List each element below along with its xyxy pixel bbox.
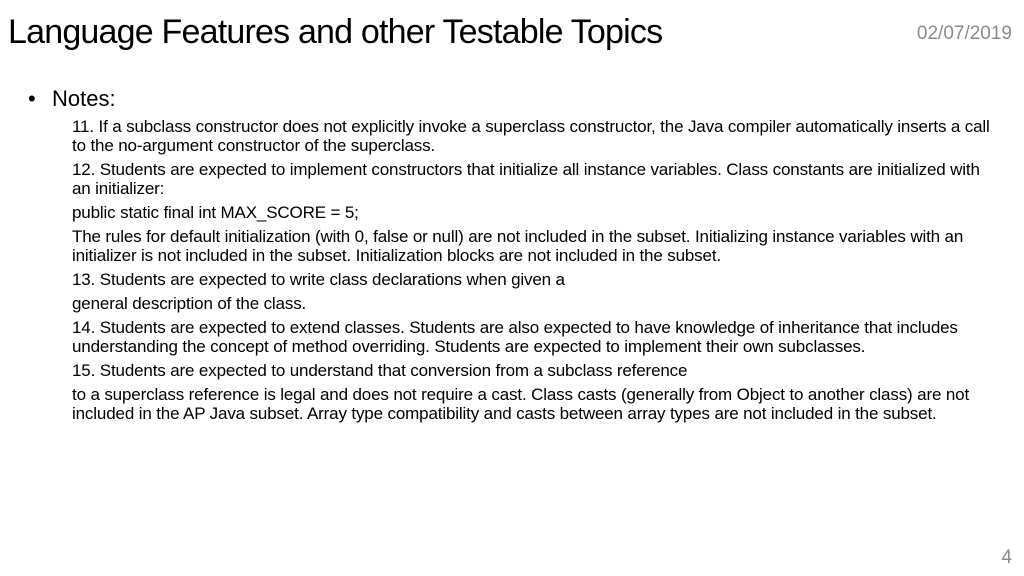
bullet-icon: • (28, 86, 36, 111)
notes-list (72, 117, 992, 428)
note-item: 15. Students are expected to understand that conversion from a subclass reference (72, 361, 688, 380)
note-item: 11. If a subclass constructor does not explicitly invoke a superclass constructor, the Java compiler automatically inserts a call to the no-argument constructor of the superclass. (72, 117, 990, 155)
note-item: 12. Students are expected to implement constructors that initialize all instance variables. Class constants are initialized with an initializer: (72, 160, 980, 198)
page-number: 4 (1001, 547, 1012, 568)
note-item: general description of the class. (72, 294, 307, 313)
note-item: 13. Students are expected to write class declarations when given a (72, 270, 565, 289)
note-item: The rules for default initialization (with 0, false or null) are not included in the subset. Initializing instance variables with an initializer is not included in the subset. Initialization blocks are not included in the subset. (72, 227, 964, 265)
slide-date: 02/07/2019 (916, 23, 1012, 44)
note-item: to a superclass reference is legal and does not require a cast. Class casts (generally from Object to another class) are not included in the AP Java subset. Array type compatibility and casts between array types are not included in the subset. (72, 385, 970, 423)
note-item: 14. Students are expected to extend classes. Students are also expected to have knowledge of inheritance that includes understanding the concept of method overriding. Students are expected to implement their own subclasses. (72, 318, 958, 356)
notes-bullet (28, 85, 116, 113)
note-item: public static final int MAX_SCORE = 5; (72, 203, 359, 222)
slide-title: Language Features and other Testable Topics (8, 13, 663, 51)
notes-heading: Notes: (52, 86, 116, 111)
